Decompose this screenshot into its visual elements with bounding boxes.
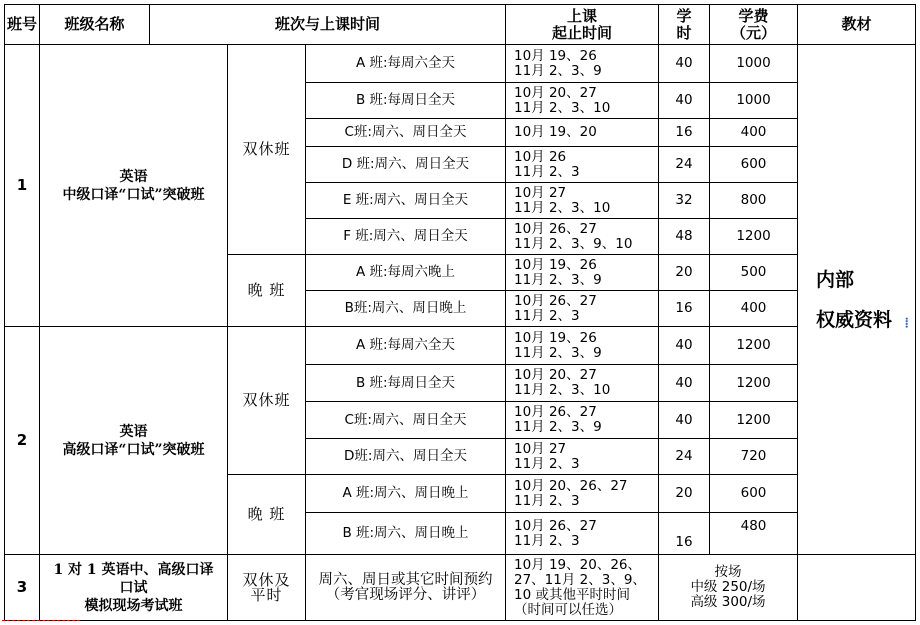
course2-weekend-label: 双休班 [228, 327, 306, 475]
class-label: B 班:周六、周日晚上 [306, 513, 506, 555]
class-fee: 800 [710, 183, 798, 219]
course-schedule-table [4, 4, 916, 621]
course2-name: 英语 高级口译“口试”突破班 [40, 327, 228, 555]
class-dates: 10月 26 11月 2、3 [506, 147, 659, 183]
class-dates: 10月 20、27 11月 2、3、10 [506, 83, 659, 119]
class-label: A 班:周六、周日晚上 [306, 475, 506, 513]
class-label: B 班:每周日全天 [306, 83, 506, 119]
table-row [5, 327, 916, 365]
class-label: F 班:周六、周日全天 [306, 219, 506, 255]
class-dates: 10月 27 11月 2、3 [506, 439, 659, 475]
class-fee: 600 [710, 147, 798, 183]
header-material: 教材 [798, 5, 916, 45]
class-label: A 班:每周六全天 [306, 327, 506, 365]
class-hours: 32 [659, 183, 710, 219]
class-fee: 720 [710, 439, 798, 475]
class-label: A 班:每周六全天 [306, 45, 506, 83]
class-fee: 500 [710, 255, 798, 291]
table-row [5, 45, 916, 83]
class-fee: 1200 [710, 219, 798, 255]
class-label: C班:周六、周日全天 [306, 119, 506, 147]
class-dates: 10月 19、20 [506, 119, 659, 147]
course1-weekend-label: 双休班 [228, 45, 306, 255]
class-fee: 480 [710, 513, 798, 555]
class-fee: 600 [710, 475, 798, 513]
class-fee: 1000 [710, 83, 798, 119]
class-hours: 16 [659, 291, 710, 327]
class-hours: 20 [659, 255, 710, 291]
class-label: E 班:周六、周日全天 [306, 183, 506, 219]
class-fee: 1200 [710, 327, 798, 365]
class-label: C班:周六、周日全天 [306, 402, 506, 439]
class-label: A 班:每周六晚上 [306, 255, 506, 291]
course1-name: 英语 中级口译“口试”突破班 [40, 45, 228, 327]
course1-evening-label: 晚 班 [228, 255, 306, 327]
course3-schedule: 周六、周日或其它时间预约 （考官现场评分、讲评） [306, 555, 506, 621]
decorative-underline [2, 620, 80, 624]
class-dates: 10月 19、26 11月 2、3、9 [506, 255, 659, 291]
course2-no: 2 [5, 327, 40, 555]
class-hours: 24 [659, 439, 710, 475]
class-dates: 10月 26、27 11月 2、3 [506, 291, 659, 327]
class-label: B 班:每周日全天 [306, 365, 506, 402]
course1-no: 1 [5, 45, 40, 327]
class-dates: 10月 20、26、27 11月 2、3 [506, 475, 659, 513]
class-dates: 10月 27 11月 2、3、10 [506, 183, 659, 219]
class-dates: 10月 20、27 11月 2、3、10 [506, 365, 659, 402]
class-fee: 1200 [710, 365, 798, 402]
course3-period: 10月 19、20、26、 27、11月 2、3、9、 10 或其他平时时间 （时间可以任选） [506, 555, 659, 621]
class-dates: 10月 26、27 11月 2、3、9 [506, 402, 659, 439]
class-label: D 班:周六、周日全天 [306, 147, 506, 183]
course3-category: 双休及 平时 [228, 555, 306, 621]
class-hours: 40 [659, 365, 710, 402]
class-dates: 10月 19、26 11月 2、3、9 [506, 45, 659, 83]
course2-evening-label: 晚 班 [228, 475, 306, 555]
class-label: B班:周六、周日晚上 [306, 291, 506, 327]
class-fee: 400 [710, 119, 798, 147]
class-hours: 20 [659, 475, 710, 513]
table-row [5, 555, 916, 621]
class-hours: 48 [659, 219, 710, 255]
header-class-name: 班级名称 [40, 5, 150, 45]
header-period: 上课 起止时间 [506, 5, 659, 45]
class-hours: 16 [659, 513, 710, 555]
class-fee: 1000 [710, 45, 798, 83]
header-class-no: 班号 [5, 5, 40, 45]
marker-icon: ⁞ [904, 315, 909, 331]
class-dates: 10月 19、26 11月 2、3、9 [506, 327, 659, 365]
class-hours: 40 [659, 83, 710, 119]
class-hours: 40 [659, 327, 710, 365]
course3-no: 3 [5, 555, 40, 621]
course3-fee: 按场 中级 250/场 高级 300/场 [659, 555, 798, 621]
class-label: D班:周六、周日全天 [306, 439, 506, 475]
class-dates: 10月 26、27 11月 2、3、9、10 [506, 219, 659, 255]
header-row [5, 5, 916, 45]
header-schedule: 班次与上课时间 [150, 5, 506, 45]
material-cell: 内部 权威资料 ⁞ [798, 45, 916, 555]
course3-material [798, 555, 916, 621]
course3-name: 1 对 1 英语中、高级口译 口试 模拟现场考试班 [40, 555, 228, 621]
class-hours: 16 [659, 119, 710, 147]
class-fee: 1200 [710, 402, 798, 439]
class-fee: 400 [710, 291, 798, 327]
class-hours: 40 [659, 402, 710, 439]
header-hours: 学 时 [659, 5, 710, 45]
class-dates: 10月 26、27 11月 2、3 [506, 513, 659, 555]
header-fee: 学费 （元） [710, 5, 798, 45]
class-hours: 40 [659, 45, 710, 83]
class-hours: 24 [659, 147, 710, 183]
